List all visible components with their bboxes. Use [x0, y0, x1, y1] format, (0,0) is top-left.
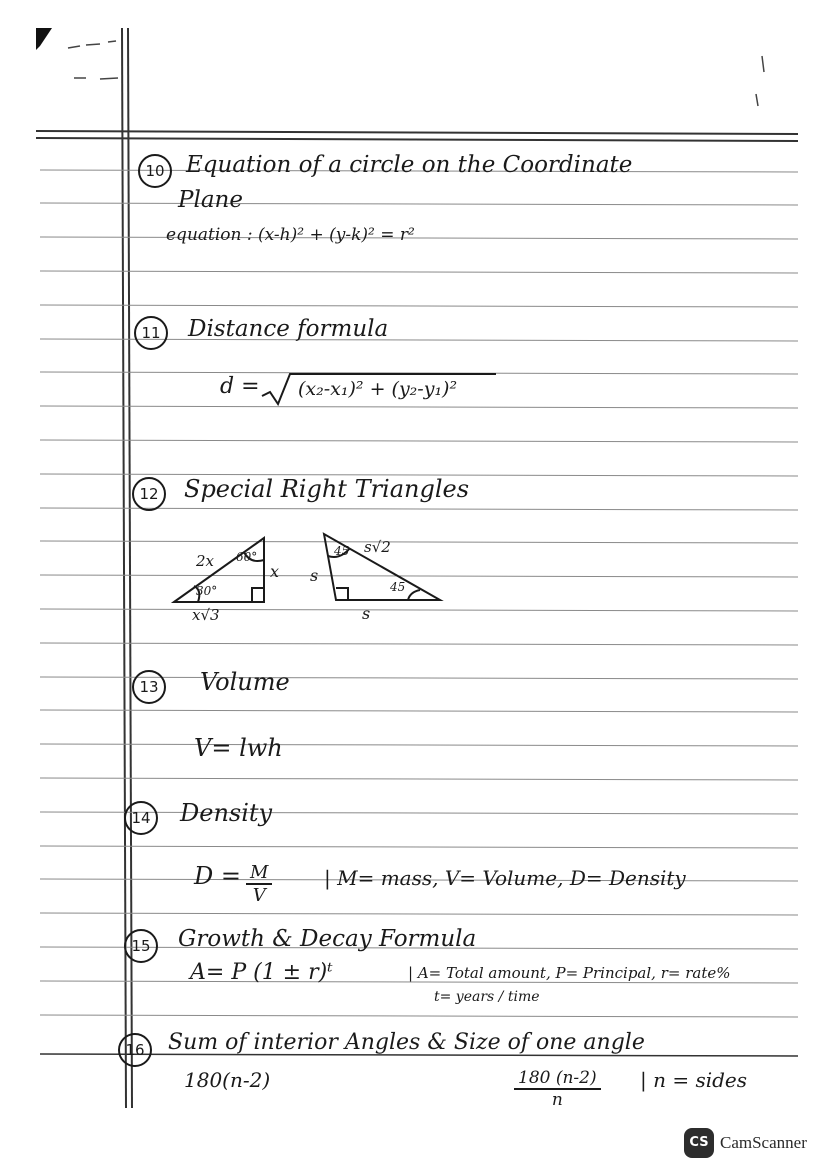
interior-angle-fraction [514, 1068, 601, 1110]
tri1-hypotenuse-label: 2x [196, 552, 215, 570]
item-number-10: 10 [138, 154, 172, 188]
camscanner-logo-icon: CS [684, 1128, 714, 1158]
density-formula-lhs: D = [194, 862, 241, 890]
tri2-bottom-leg-label: s [362, 604, 371, 623]
item-number-16: 16 [118, 1033, 152, 1067]
item-number-15: 15 [124, 929, 158, 963]
volume-title: Volume [200, 668, 290, 696]
item-number-12: 12 [132, 477, 166, 511]
camscanner-text: CamScanner [720, 1133, 807, 1152]
tri1-angle-30-label: 30° [196, 584, 218, 598]
special-right-triangles-title: Special Right Triangles [184, 475, 470, 503]
tri1-long-leg-label: x√3 [192, 606, 220, 624]
circle-equation-title-cont: Plane [178, 187, 243, 213]
distance-formula-lhs: d = [220, 374, 260, 399]
interior-angle-numerator: 180 (n-2) [514, 1068, 601, 1090]
circle-equation-title: Equation of a circle on the Coordinate [186, 152, 633, 178]
growth-decay-legend-2: t= years / time [434, 989, 540, 1005]
circle-equation-formula: equation : (x-h)² + (y-k)² = r² [166, 225, 415, 245]
interior-angles-sum-formula: 180(n-2) [184, 1068, 271, 1092]
item-number-11: 11 [134, 316, 168, 350]
tri1-angle-60-label: 60° [236, 550, 258, 564]
interior-angles-title: Sum of interior Angles & Size of one angle [168, 1030, 645, 1055]
interior-angle-denominator: n [551, 1090, 563, 1110]
volume-formula: V= lwh [194, 734, 283, 762]
camscanner-watermark [684, 1126, 807, 1160]
tri2-hypotenuse-label: s√2 [364, 538, 391, 556]
growth-decay-formula: A= P (1 ± r)ᵗ [190, 960, 333, 985]
growth-decay-legend: | A= Total amount, P= Principal, r= rate% [408, 964, 731, 982]
tri2-angle-45-top-label: 45 [334, 544, 350, 558]
distance-formula-radicand: (x₂-x₁)² + (y₂-y₁)² [298, 378, 458, 400]
density-denominator: V [252, 885, 266, 906]
density-fraction [246, 862, 272, 906]
item-number-14: 14 [124, 801, 158, 835]
tri2-left-leg-label: s [310, 566, 319, 585]
interior-angles-legend: | n = sides [640, 1068, 748, 1092]
item-number-13: 13 [132, 670, 166, 704]
density-title: Density [180, 799, 273, 827]
growth-decay-title: Growth & Decay Formula [178, 926, 477, 952]
density-numerator: M [246, 862, 272, 885]
tri2-angle-45-right-label: 45 [390, 580, 406, 594]
density-legend: | M= mass, V= Volume, D= Density [324, 866, 686, 890]
tri1-short-leg-label: x [270, 562, 280, 581]
distance-formula-title: Distance formula [188, 316, 389, 342]
